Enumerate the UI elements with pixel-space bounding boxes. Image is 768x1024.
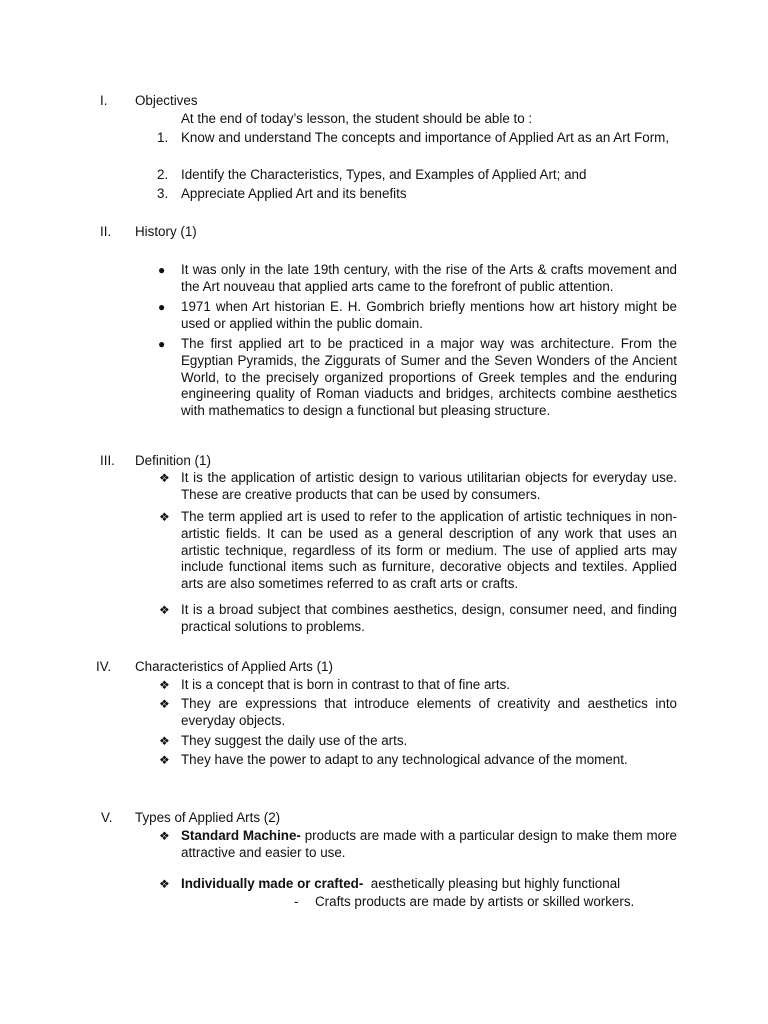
list-item-text: Appreciate Applied Art and its benefits xyxy=(181,186,407,201)
list-item-text: They suggest the daily use of the arts. xyxy=(181,733,408,748)
section-number: I. xyxy=(100,93,108,108)
list-item xyxy=(159,696,677,730)
list-item xyxy=(157,167,677,184)
list-item xyxy=(159,470,677,504)
diamond-bullet-icon: ❖ xyxy=(159,877,170,891)
section-title: Objectives xyxy=(135,93,198,108)
section-title: Characteristics of Applied Arts (1) xyxy=(135,659,333,674)
diamond-bullet-icon: ❖ xyxy=(159,510,170,524)
section-number: V. xyxy=(101,810,113,825)
list-item-text: The term applied art is used to refer to the application of artistic techniques in non-artistic fields. It can be used as a general description of any work that uses an artistic technique, regardless of its form or medium. The use of applied arts may include functional items such as furniture, decorative objects and textiles. Applied arts are also sometimes referred to as craft arts or crafts. xyxy=(181,509,677,592)
section-title: Definition (1) xyxy=(135,453,211,468)
list-item xyxy=(158,336,677,420)
list-marker: 3. xyxy=(157,186,169,201)
diamond-bullet-icon: ❖ xyxy=(159,753,170,767)
list-item xyxy=(159,828,677,862)
term-label: Standard Machine- xyxy=(181,828,301,843)
list-marker: 1. xyxy=(157,130,169,145)
section-title: History (1) xyxy=(135,224,197,239)
list-item-text: Know and understand The concepts and importance of Applied Art as an Art Form, xyxy=(181,130,670,145)
list-item-text: Identify the Characteristics, Types, and Examples of Applied Art; and xyxy=(181,167,587,182)
list-item xyxy=(159,677,677,694)
diamond-bullet-icon: ❖ xyxy=(159,734,170,748)
bullet-icon: ● xyxy=(158,300,166,314)
section-number: II. xyxy=(100,224,112,239)
term-label: Individually made or crafted- xyxy=(181,876,364,891)
section-title: Types of Applied Arts (2) xyxy=(135,810,281,825)
list-item xyxy=(159,509,677,593)
diamond-bullet-icon: ❖ xyxy=(159,678,170,692)
sub-item-dash: - xyxy=(294,894,299,909)
sub-item-text: Crafts products are made by artists or skilled workers. xyxy=(315,894,635,909)
list-item xyxy=(159,602,677,636)
list-item-text: They have the power to adapt to any technological advance of the moment. xyxy=(181,752,628,767)
bullet-icon: ● xyxy=(158,263,166,277)
list-item-text: It is a broad subject that combines aesthetics, design, consumer need, and finding practical solutions to problems. xyxy=(181,602,677,634)
list-item-text: products are made with a particular design to make them more attractive and easier to use. xyxy=(181,828,677,860)
list-marker: 2. xyxy=(157,167,169,182)
list-item-text: 1971 when Art historian E. H. Gombrich briefly mentions how art history might be used or applied within the public domain. xyxy=(181,299,677,331)
list-item-text: It was only in the late 19th century, with the rise of the Arts & crafts movement and the Art nouveau that applied arts came to the forefront of public attention. xyxy=(181,262,677,294)
list-item-text: The first applied art to be practiced in a major way was architecture. From the Egyptian Pyramids, the Ziggurats of Sumer and the Seven Wonders of the Ancient World, to the precisely organized proportions of Greek temples and the enduring engineering quality of Roman viaducts and bridges, architects combine aesthetics with mathematics to design a functional but pleasing structure. xyxy=(181,336,677,419)
list-item xyxy=(158,262,677,296)
bullet-icon: ● xyxy=(158,337,166,351)
list-item-text: They are expressions that introduce elements of creativity and aesthetics into everyday objects. xyxy=(181,696,677,728)
list-item-text: It is a concept that is born in contrast to that of fine arts. xyxy=(181,677,510,692)
section-number: III. xyxy=(100,453,115,468)
list-item xyxy=(157,186,677,203)
diamond-bullet-icon: ❖ xyxy=(159,829,170,843)
list-item xyxy=(159,876,677,893)
objectives-intro xyxy=(181,111,677,128)
list-item xyxy=(157,130,677,147)
section-number: IV. xyxy=(96,659,112,674)
list-item xyxy=(159,733,677,750)
diamond-bullet-icon: ❖ xyxy=(159,697,170,711)
list-item-text: It is the application of artistic design to various utilitarian objects for everyday use. These are creative products that can be used by consumers. xyxy=(181,470,677,502)
list-item xyxy=(159,752,677,769)
intro-text: At the end of today’s lesson, the student should be able to : xyxy=(181,111,533,126)
list-item xyxy=(158,299,677,333)
diamond-bullet-icon: ❖ xyxy=(159,603,170,617)
diamond-bullet-icon: ❖ xyxy=(159,471,170,485)
list-item-text: aesthetically pleasing but highly functional xyxy=(363,876,621,891)
